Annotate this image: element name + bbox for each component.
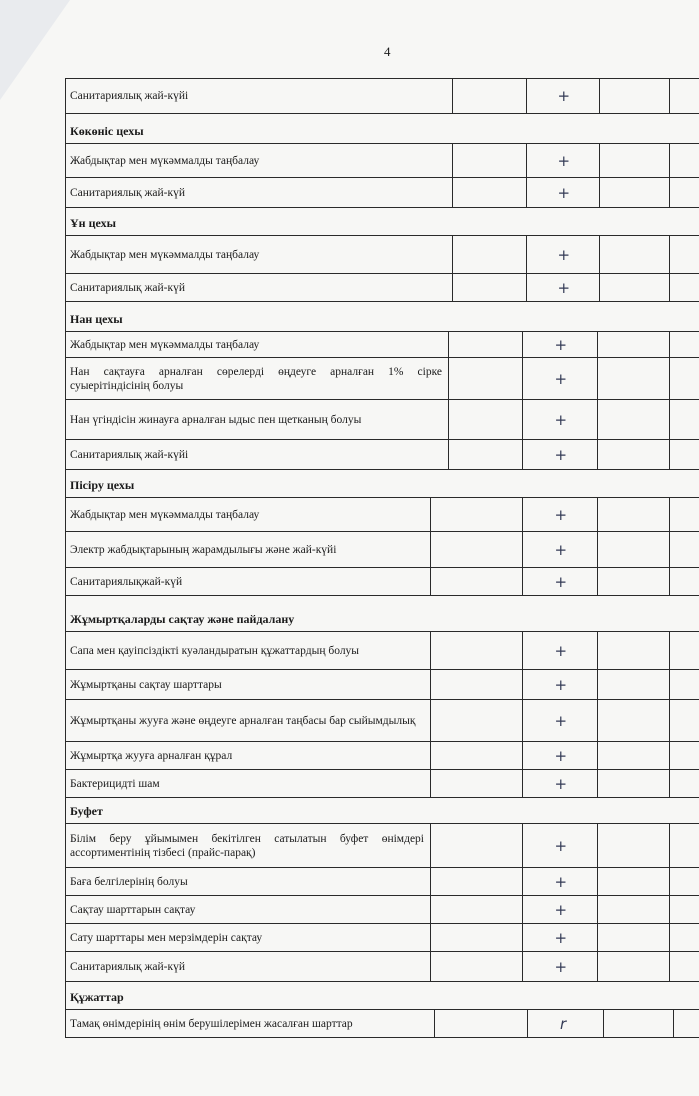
section-header-row: [65, 982, 699, 1010]
criterion-text: Жабдықтар мен мүкәммалды таңбалау: [66, 332, 449, 357]
table-row: [65, 400, 699, 440]
table-row: [65, 924, 699, 952]
section-header-row: [65, 302, 699, 332]
handwritten-check-mark: +: [554, 746, 568, 765]
check-cell: [449, 358, 523, 399]
criterion-text: Санитариялық жай-күй: [66, 274, 453, 301]
handwritten-check-mark: +: [554, 675, 568, 694]
check-cell: [603, 1010, 674, 1037]
check-cell: [449, 440, 523, 469]
check-cell: [597, 670, 670, 699]
page-number: 4: [384, 44, 391, 59]
criterion-text: Бактерицидті шам: [66, 770, 431, 797]
table-row: [65, 1010, 699, 1038]
criterion-text: Сату шарттары мен мерзімдерін сақтау: [66, 924, 431, 951]
section-title: Жұмыртқаларды сақтау және пайдалану: [70, 612, 295, 626]
criterion-text: Санитариялық жай-күйі: [66, 440, 449, 469]
check-cell: [597, 824, 670, 867]
handwritten-check-mark: +: [557, 151, 571, 170]
check-cell: [599, 236, 670, 273]
check-cell: [597, 924, 670, 951]
handwritten-check-mark: +: [554, 369, 568, 388]
criterion-text: Санитариялықжай-күй: [66, 568, 431, 595]
table-row: [65, 742, 699, 770]
table-row: [65, 952, 699, 982]
table-row: [65, 532, 699, 568]
criterion-text: Нан үгіндісін жинауға арналған ыдыс пен щетканың болуы: [66, 400, 449, 439]
criterion-text: Сақтау шарттарын сақтау: [66, 896, 431, 923]
check-cell: [453, 144, 527, 177]
check-cell: [597, 742, 670, 769]
check-cell: [431, 952, 523, 981]
check-cell: [431, 532, 523, 567]
table-row: [65, 824, 699, 868]
section-header-row: [65, 470, 699, 498]
check-cell: [597, 568, 670, 595]
handwritten-check-mark: +: [554, 410, 568, 429]
check-cell: [597, 498, 670, 531]
criterion-text: Сапа мен қауіпсіздікті куәландыратын құжаттардың болуы: [66, 632, 431, 669]
criterion-text: Тамақ өнімдерінің өнім берушілерімен жасалған шарттар: [66, 1010, 435, 1037]
criterion-text: Жабдықтар мен мүкәммалды таңбалау: [66, 144, 453, 177]
table-row: [65, 440, 699, 470]
table-row: [65, 632, 699, 670]
check-cell: [597, 332, 670, 357]
page-corner-fold: [0, 0, 70, 100]
criterion-text: Білім беру ұйымымен бекітілген сатылатын буфет өнімдері ассортиментінің тізбесі (прайс-парақ): [66, 824, 431, 867]
handwritten-check-mark: +: [554, 774, 568, 793]
section-title: Көкөніс цехы: [70, 124, 144, 138]
check-cell: [597, 532, 670, 567]
handwritten-check-mark: +: [554, 641, 568, 660]
handwritten-check-mark: +: [554, 836, 568, 855]
criterion-text: Баға белгілерінің болуы: [66, 868, 431, 895]
check-cell: [431, 742, 523, 769]
check-cell: [431, 770, 523, 797]
handwritten-check-mark: +: [557, 245, 571, 264]
check-cell: [597, 770, 670, 797]
handwritten-check-mark: +: [554, 505, 568, 524]
section-header-row: [65, 208, 699, 236]
handwritten-check-mark: +: [557, 278, 571, 297]
table-row: [65, 236, 699, 274]
criterion-text: Жұмыртқаны сақтау шарттары: [66, 670, 431, 699]
check-cell: [431, 632, 523, 669]
check-cell: [453, 78, 527, 113]
handwritten-check-mark: +: [557, 86, 571, 105]
section-title: Пісіру цехы: [70, 478, 135, 492]
check-cell: [597, 400, 670, 439]
check-cell: [453, 236, 527, 273]
check-cell: [453, 274, 527, 301]
check-cell: [599, 144, 670, 177]
table-row: [65, 670, 699, 700]
criterion-text: Жабдықтар мен мүкәммалды таңбалау: [66, 236, 453, 273]
check-cell: [597, 440, 670, 469]
check-cell: [431, 700, 523, 741]
table-row: [65, 358, 699, 400]
criterion-text: Жұмыртқа жууға арналған құрал: [66, 742, 431, 769]
check-cell: [431, 498, 523, 531]
handwritten-check-mark: r: [560, 1014, 567, 1033]
table-row: [65, 144, 699, 178]
check-cell: [599, 274, 670, 301]
handwritten-check-mark: +: [554, 711, 568, 730]
criterion-text: Санитариялық жай-күй: [66, 178, 453, 207]
table-row: [65, 332, 699, 358]
check-cell: [597, 700, 670, 741]
criterion-text: Жұмыртқаны жууға және өңдеуге арналған таңбасы бар сыйымдылық: [66, 700, 431, 741]
section-header-row: [65, 114, 699, 144]
section-title: Құжаттар: [70, 990, 124, 1004]
check-cell: [597, 632, 670, 669]
handwritten-check-mark: +: [557, 183, 571, 202]
table-row: [65, 770, 699, 798]
check-cell: [431, 896, 523, 923]
criterion-text: Электр жабдықтарының жарамдылығы және жай-күйі: [66, 532, 431, 567]
handwritten-check-mark: +: [554, 335, 568, 354]
table-row: [65, 78, 699, 114]
table-row: [65, 896, 699, 924]
section-title: Буфет: [70, 804, 103, 818]
section-header-row: [65, 596, 699, 632]
check-cell: [597, 952, 670, 981]
criterion-text: Санитариялық жай-күй: [66, 952, 431, 981]
handwritten-check-mark: +: [554, 540, 568, 559]
table-row: [65, 274, 699, 302]
criterion-text: Жабдықтар мен мүкәммалды таңбалау: [66, 498, 431, 531]
check-cell: [449, 400, 523, 439]
table-row: [65, 498, 699, 532]
section-title: Ұн цехы: [70, 216, 116, 230]
table-row: [65, 868, 699, 896]
handwritten-check-mark: +: [554, 900, 568, 919]
check-cell: [599, 78, 670, 113]
check-cell: [453, 178, 527, 207]
section-title: Нан цехы: [70, 312, 123, 326]
section-header-row: [65, 798, 699, 824]
check-cell: [597, 896, 670, 923]
check-cell: [431, 670, 523, 699]
check-cell: [599, 178, 670, 207]
check-cell: [431, 824, 523, 867]
table-row: [65, 178, 699, 208]
check-cell: [597, 868, 670, 895]
criterion-text: Санитариялық жай-күйі: [66, 78, 453, 113]
criterion-text: Нан сақтауға арналған сөрелерді өңдеуге арналған 1% сірке суыерітіндісінің болуы: [66, 358, 449, 399]
check-cell: [431, 924, 523, 951]
table-row: [65, 700, 699, 742]
handwritten-check-mark: +: [554, 957, 568, 976]
handwritten-check-mark: +: [554, 572, 568, 591]
handwritten-check-mark: +: [554, 872, 568, 891]
check-cell: [435, 1010, 528, 1037]
handwritten-check-mark: +: [554, 445, 568, 464]
check-cell: [449, 332, 523, 357]
table-row: [65, 568, 699, 596]
handwritten-check-mark: +: [554, 928, 568, 947]
check-cell: [597, 358, 670, 399]
check-cell: [431, 568, 523, 595]
check-cell: [431, 868, 523, 895]
